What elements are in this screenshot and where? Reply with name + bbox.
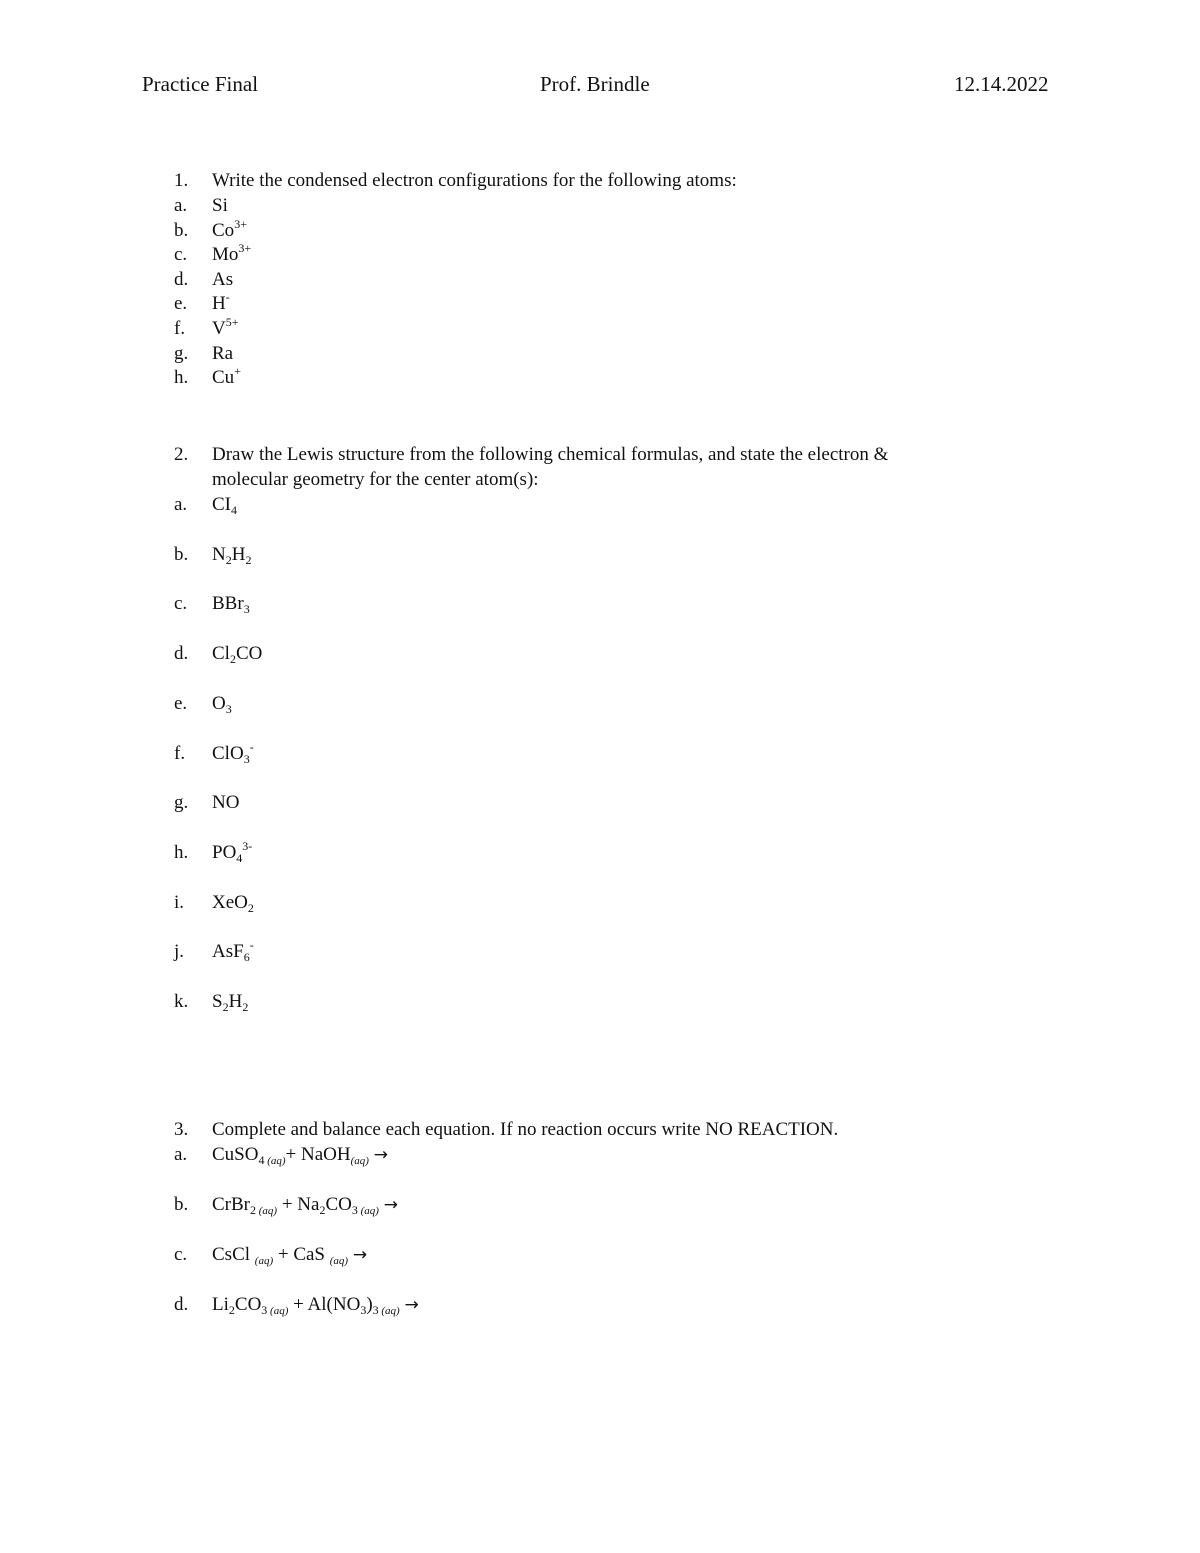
- item-formula: [212, 991, 248, 1013]
- reaction-arrow-icon: →: [383, 1195, 398, 1215]
- formula-text: CO: [234, 1294, 262, 1315]
- item-formula: [212, 1194, 398, 1217]
- item-formula: [212, 290, 230, 315]
- item-formula: [212, 195, 228, 217]
- item-formula: [212, 544, 251, 566]
- state-label: (aq): [378, 1305, 400, 1317]
- formula-text: N: [212, 543, 226, 565]
- item-formula: [212, 593, 250, 615]
- supscript: -: [249, 739, 254, 754]
- item-label: c.: [174, 593, 188, 615]
- formula-text: NO: [212, 792, 240, 814]
- formula-text: + Al(NO: [288, 1294, 361, 1315]
- item-label: a.: [174, 494, 188, 515]
- formula-text: CsCl: [212, 1244, 255, 1265]
- subscript: 3: [225, 701, 232, 716]
- subscript: 2: [242, 1000, 249, 1014]
- state-label: (aq): [350, 1155, 369, 1167]
- subscript: 3: [243, 751, 250, 766]
- item-label: c.: [174, 244, 188, 266]
- reaction-arrow-icon: →: [404, 1295, 419, 1315]
- state-label: (aq): [357, 1205, 379, 1217]
- formula-text: + Na: [277, 1194, 320, 1215]
- subscript: 3: [351, 1203, 358, 1217]
- q2-number: 2.: [174, 444, 189, 465]
- header-instructor: Prof. Brindle: [540, 72, 650, 96]
- atom-symbol: Mo: [212, 244, 239, 266]
- reaction-arrow-icon: →: [373, 1145, 388, 1165]
- subscript: 4: [236, 850, 243, 865]
- item-formula: [212, 838, 253, 865]
- item-label: j.: [174, 941, 185, 963]
- q3-number: 3.: [174, 1119, 189, 1140]
- q1-number: 1.: [174, 170, 189, 191]
- item-label: b.: [174, 1194, 189, 1215]
- item-label: k.: [174, 991, 189, 1012]
- subscript: 6: [243, 950, 250, 965]
- q3-prompt: Complete and balance each equation. If no reaction occurs write NO REACTION.: [212, 1119, 839, 1140]
- atom-symbol: Ra: [212, 342, 234, 364]
- state-label: (aq): [254, 1255, 274, 1267]
- subscript: 3: [360, 1303, 367, 1317]
- charge-superscript: -: [225, 290, 230, 305]
- supscript: -: [249, 938, 254, 953]
- subscript: 3: [372, 1303, 379, 1317]
- state-label: (aq): [264, 1155, 286, 1167]
- atom-symbol: Co: [212, 219, 235, 241]
- state-label: (aq): [267, 1305, 289, 1317]
- item-label: g.: [174, 792, 189, 814]
- atom-symbol: As: [212, 268, 234, 290]
- formula-text: CO: [325, 1194, 352, 1215]
- item-label: d.: [174, 268, 189, 290]
- item-label: c.: [174, 1244, 188, 1265]
- item-formula: [212, 315, 239, 340]
- charge-superscript: 3+: [234, 216, 247, 231]
- item-label: e.: [174, 293, 188, 315]
- item-label: b.: [174, 219, 189, 241]
- item-label: i.: [174, 891, 185, 913]
- formula-text: Li: [212, 1294, 229, 1315]
- item-label: h.: [174, 367, 189, 389]
- atom-symbol: H: [212, 293, 226, 315]
- item-label: e.: [174, 692, 188, 714]
- item-formula: [212, 792, 239, 814]
- item-formula: [212, 643, 262, 665]
- item-label: h.: [174, 841, 189, 863]
- formula-text: CuSO: [212, 1144, 259, 1165]
- formula-text: ClO: [212, 742, 244, 764]
- item-formula: [212, 938, 254, 965]
- header-title: Practice Final: [142, 72, 259, 96]
- item-label: a.: [174, 195, 188, 216]
- charge-superscript: 3+: [238, 241, 252, 256]
- formula-text: + NaOH: [285, 1144, 351, 1165]
- formula-text: Cl: [212, 643, 230, 665]
- formula-text: O: [212, 692, 226, 714]
- atom-symbol: Si: [212, 195, 228, 216]
- header-date: 12.14.2022: [954, 72, 1049, 96]
- item-formula: [212, 739, 254, 766]
- state-label: (aq): [256, 1205, 278, 1217]
- formula-text: CI: [212, 494, 231, 515]
- page-header: [0, 72, 1200, 102]
- q2-prompt-line2: molecular geometry for the center atom(s):: [212, 469, 539, 490]
- item-formula: [212, 1294, 419, 1317]
- item-formula: [212, 494, 237, 516]
- item-label: g.: [174, 342, 189, 364]
- subscript: 3: [261, 1303, 268, 1317]
- reaction-arrow-icon: →: [352, 1245, 368, 1265]
- subscript: 2: [247, 900, 254, 915]
- item-formula: [212, 1144, 388, 1167]
- formula-text: S: [212, 991, 223, 1012]
- subscript: 2: [228, 1303, 235, 1317]
- formula-text: H: [228, 991, 243, 1012]
- subscript: 2: [250, 1203, 256, 1217]
- formula-text: PO: [212, 841, 237, 863]
- item-label: a.: [174, 1144, 188, 1165]
- atom-symbol: Cu: [212, 367, 235, 389]
- item-formula: [212, 1244, 367, 1267]
- subscript: 2: [225, 552, 232, 567]
- formula-text: H: [231, 543, 246, 565]
- formula-text: BBr: [212, 593, 244, 615]
- item-label: d.: [174, 1294, 189, 1315]
- subscript: 4: [258, 1153, 265, 1167]
- supscript: 3-: [242, 838, 253, 853]
- subscript: 2: [319, 1203, 326, 1217]
- item-formula: [212, 343, 233, 365]
- formula-text: CrBr: [212, 1194, 250, 1215]
- charge-superscript: +: [234, 364, 241, 379]
- charge-superscript: 5+: [225, 315, 239, 329]
- formula-text: + CaS: [273, 1244, 330, 1265]
- subscript: 3: [243, 602, 250, 617]
- atom-symbol: V: [212, 318, 226, 339]
- formula-text: AsF: [212, 941, 244, 963]
- q1-prompt: Write the condensed electron configurations for the following atoms:: [212, 170, 737, 191]
- subscript: 2: [229, 652, 236, 667]
- formula-text: ): [366, 1294, 373, 1315]
- formula-text: XeO: [212, 891, 248, 913]
- item-formula: [212, 364, 241, 389]
- item-formula: [212, 693, 232, 715]
- item-formula: [212, 892, 254, 914]
- item-formula: [212, 241, 252, 266]
- subscript: 2: [222, 1000, 229, 1014]
- state-label: (aq): [329, 1255, 349, 1267]
- item-label: f.: [174, 742, 186, 764]
- q2-prompt-line1: Draw the Lewis structure from the following chemical formulas, and state the electron &: [212, 444, 889, 465]
- subscript: 4: [231, 503, 237, 517]
- item-label: f.: [174, 318, 186, 339]
- item-formula: [212, 216, 247, 242]
- item-label: b.: [174, 543, 189, 565]
- item-label: d.: [174, 643, 189, 665]
- item-formula: [212, 269, 233, 291]
- subscript: 2: [245, 552, 252, 567]
- formula-text: CO: [235, 643, 263, 665]
